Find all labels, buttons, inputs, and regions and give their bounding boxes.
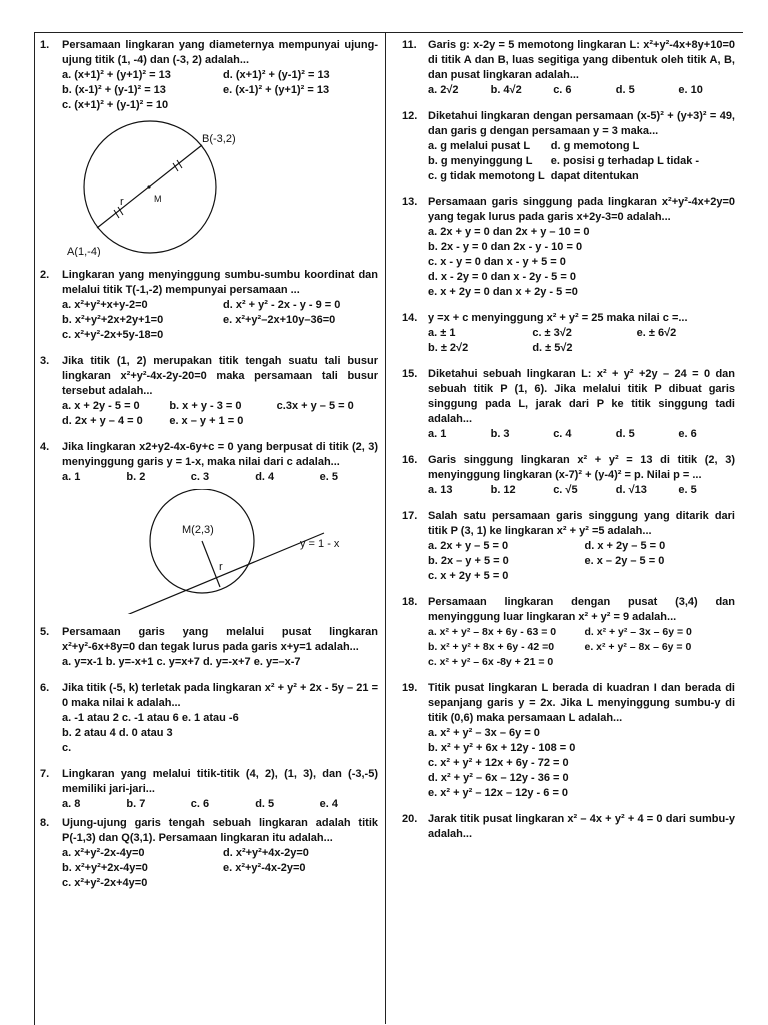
- option-b[interactable]: b. g menyinggung L: [428, 155, 533, 167]
- option-a[interactable]: a. 1: [62, 471, 81, 483]
- option-a[interactable]: a. ± 1: [428, 327, 456, 339]
- option-row-2[interactable]: b. 2 atau 4 d. 0 atau 3: [62, 727, 173, 739]
- question-8: 8. Ujung-ujung garis tengah sebuah lingkaran adalah titik P(-1,3) dan Q(3,1). Persamaan lingkaran itu adalah... a. x²+y²-2x-4y=0 d. x²+y²+4x-2y=0 b. x²+y²+2x-4y=0 e. x²+y²-4x-2y=0 c. x²+y²-2x+4y=0: [40, 817, 378, 889]
- option-b[interactable]: b. x²+y²+2x+2y+1=0: [62, 314, 164, 326]
- option-b[interactable]: b. 12: [490, 484, 516, 496]
- options: [62, 399, 378, 429]
- question-17: 17. Salah satu persamaan garis singgung yang ditarik dari titik P (3, 1) ke lingkaran x² + y² =5 adalah... a. 2x + y – 5 = 0 d. x + 2y – 5 = 0 b. 2x – y + 5 = 0 e. x – 2y – 5 = 0 c. x + 2y + 5 = 0: [402, 510, 735, 582]
- option-c[interactable]: c. g tidak memotong L: [428, 170, 545, 182]
- option-e[interactable]: e. (x-1)² + (y+1)² = 13: [223, 84, 330, 96]
- option-d[interactable]: d. 4: [255, 471, 275, 483]
- option-d[interactable]: d. x - 2y = 0 dan x - 2y - 5 = 0: [428, 271, 576, 283]
- question-16: 16. Garis singgung lingkaran x² + y² = 13 di titik (2, 3) menyinggung lingkaran (x-7)² + (y-4)² = p. Nilai p = ... a. 13 b. 12 c. √5 d. √13 e. 5: [402, 454, 735, 496]
- option-e[interactable]: e. 5: [319, 471, 338, 483]
- option-e[interactable]: e. x² + y² – 8x – 6y = 0: [584, 641, 692, 653]
- option-c[interactable]: c. x² + y² + 12x + 6y - 72 = 0: [428, 757, 569, 769]
- question-2: 2. Lingkaran yang menyinggung sumbu-sumbu koordinat dan melalui titik T(-1,-2) mempunyai persamaan ... a. x²+y²+x+y-2=0 d. x² + y² - 2x - y - 9 = 0 b. x²+y²+2x+2y+1=0 e. x²+y²–2x+10y–36=0 c. x²+y²-2x+5y-18=0: [40, 269, 378, 341]
- question-5: 5. Persamaan garis yang melalui pusat lingkaran x²+y²-6x+8y=0 dan tegak lurus pada garis x+y=1 adalah... a. y=x-1 b. y=-x+1 c. y=x+7 d. y=-x+7 e. y=–x-7: [40, 626, 378, 668]
- option-c[interactable]: c. x - y = 0 dan x - y + 5 = 0: [428, 256, 566, 268]
- option-row-3[interactable]: c.: [62, 742, 72, 754]
- option-b[interactable]: b. x² + y² + 6x + 12y - 108 = 0: [428, 742, 576, 754]
- options: [428, 83, 735, 98]
- option-b[interactable]: b. 3: [490, 428, 510, 440]
- option-a[interactable]: a. x² + y² – 3x – 6y = 0: [428, 727, 540, 739]
- option-e[interactable]: e. ± 6√2: [636, 327, 677, 339]
- option-c[interactable]: c. x² + y² – 6x -8y + 21 = 0: [428, 656, 554, 668]
- label-r: r: [120, 196, 124, 208]
- option-a[interactable]: a. 8: [62, 798, 81, 810]
- option-d[interactable]: d. x²+y²+4x-2y=0: [223, 847, 309, 859]
- option-d[interactable]: d. 5: [615, 84, 635, 96]
- option-e[interactable]: e. x + 2y = 0 dan x + 2y - 5 =0: [428, 286, 578, 298]
- column-divider: [385, 32, 386, 1024]
- option-d[interactable]: d. ± 5√2: [532, 342, 573, 354]
- option-b[interactable]: b. ± 2√2: [428, 342, 469, 354]
- question-19: 19. Titik pusat lingkaran L berada di kuadran I dan berada di sepanjang garis y = 2x. Jika L menyinggung sumbu-y di titik (0,6) maka persamaan L adalah... a. x² + y² – 3x – 6y = 0 b. x² + y² + 6x + 12y - 108 = 0 c. x² + y² + 12x + 6y - 72 = 0 d. x² + y² – 6x – 12y - 36 = 0 e. x² + y² – 12x – 12y - 6 = 0: [402, 682, 735, 799]
- options: [428, 326, 735, 356]
- option-a[interactable]: a. 1: [428, 428, 447, 440]
- label-a: A(1,-4): [67, 246, 101, 257]
- question-4: 4. Jika lingkaran x2+y2-4x-6y+c = 0 yang berpusat di titik (2, 3) menyinggung garis y = 1-x, maka nilai dari c adalah... a. 1 b. 2 c. 3 d. 4 e. 5 M(2,3) r y = 1 - x: [40, 440, 378, 614]
- option-d[interactable]: d. g memotong L: [550, 140, 640, 152]
- right-column: [402, 38, 735, 853]
- option-e[interactable]: e. x²+y²-4x-2y=0: [223, 862, 306, 874]
- left-column: [40, 38, 378, 902]
- option-b[interactable]: b. 2: [126, 471, 146, 483]
- option-e[interactable]: e. 5: [678, 484, 697, 496]
- option-row-1[interactable]: a. -1 atau 2 c. -1 atau 6 e. 1 atau -6: [62, 712, 239, 724]
- option-a[interactable]: a. g melalui pusat L: [428, 140, 531, 152]
- question-6: 6. Jika titik (-5, k) terletak pada lingkaran x² + y² + 2x - 5y – 21 = 0 maka nilai k adalah... a. -1 atau 2 c. -1 atau 6 e. 1 atau -6 b. 2 atau 4 d. 0 atau 3 c.: [40, 682, 378, 754]
- center-dot: [147, 185, 150, 188]
- option-a[interactable]: a. 2√2: [428, 84, 459, 96]
- options: [62, 711, 378, 756]
- options: [428, 625, 735, 670]
- option-d[interactable]: d. x² + y² – 6x – 12y - 36 = 0: [428, 772, 569, 784]
- label-b: B(-3,2): [202, 133, 236, 145]
- options-inline[interactable]: a. y=x-1 b. y=-x+1 c. y=x+7 d. y=-x+7 e. y=–x-7: [62, 656, 301, 668]
- label-line: y = 1 - x: [300, 538, 340, 550]
- option-d[interactable]: d. 5: [255, 798, 275, 810]
- option-d[interactable]: d. 5: [615, 428, 635, 440]
- options: [428, 539, 735, 584]
- label-m: M: [154, 194, 162, 204]
- options: [428, 427, 735, 442]
- question-13: 13. Persamaan garis singgung pada lingkaran x²+y²-4x+2y=0 yang tegak lurus pada garis x+2y-3=0 adalah... a. 2x + y = 0 dan 2x + y – 10 = 0 b. 2x - y = 0 dan 2x - y - 10 = 0 c. x - y = 0 dan x - y + 5 = 0 d. x - 2y = 0 dan x - 2y - 5 = 0 e. x + 2y = 0 dan x + 2y - 5 =0: [402, 196, 735, 298]
- options: [62, 655, 378, 670]
- option-c[interactable]: c. ± 3√2: [532, 327, 572, 339]
- option-b[interactable]: b. 7: [126, 798, 146, 810]
- option-c[interactable]: c. (x+1)² + (y-1)² = 10: [62, 99, 169, 111]
- question-15: 15. Diketahui sebuah lingkaran L: x² + y² +2y – 24 = 0 dan sebuah titik P (1, 6). Jika melalui titik P dibuat garis singgung pada L, jarak dari P ke titik singgung tadi adalah... a. 1 b. 3 c. 4 d. 5 e. 6: [402, 368, 735, 440]
- option-a[interactable]: a. x² + y² – 8x + 6y - 63 = 0: [428, 626, 557, 638]
- option-c[interactable]: c. 3: [190, 471, 210, 483]
- options: [62, 846, 378, 891]
- option-d[interactable]: d. x + 2y – 5 = 0: [584, 540, 666, 552]
- options: [428, 726, 735, 801]
- options: [62, 68, 378, 113]
- option-c[interactable]: c. √5: [553, 484, 578, 496]
- option-empty: [637, 341, 735, 356]
- question-1: 1. Persamaan lingkaran yang diameternya mempunyai ujung-ujung titik (1, -4) dan (-3, 2) adalah... a. (x+1)² + (y+1)² = 13 d. (x+1)² + (y-1)² = 13 b. (x-1)² + (y-1)² = 13 e. (x-1)² + (y+1)² = 13 c. (x+1)² + (y-1)² = 10 B(-3,2) A(1,-4) M r: [40, 39, 378, 257]
- question-18: 18. Persamaan lingkaran dengan pusat (3,4) dan menyinggung luar lingkaran x² + y² = 9 adalah... a. x² + y² – 8x + 6y - 63 = 0 d. x² + y² – 3x – 6y = 0 b. x² + y² + 8x + 6y - 42 =0 e. x² + y² – 8x – 6y = 0 c. x² + y² – 6x -8y + 21 = 0: [402, 596, 735, 668]
- option-e[interactable]: e. x² + y² – 12x – 12y - 6 = 0: [428, 787, 569, 799]
- option-e[interactable]: e. x²+y²–2x+10y–36=0: [223, 314, 336, 326]
- option-d[interactable]: d. x² + y² - 2x - y - 9 = 0: [223, 299, 341, 311]
- option-e[interactable]: e. 4: [319, 798, 338, 810]
- option-b[interactable]: b. x²+y²+2x-4y=0: [62, 862, 148, 874]
- question-7: 7. Lingkaran yang melalui titik-titik (4, 2), (1, 3), dan (-3,-5) memiliki jari-jari... a. 8 b. 7 c. 6 d. 5 e. 4: [40, 768, 378, 810]
- option-b[interactable]: b. 2x – y + 5 = 0: [428, 555, 509, 567]
- question-20: 20. Jarak titik pusat lingkaran x² – 4x + y² + 4 = 0 dari sumbu-y adalah...: [402, 813, 735, 840]
- option-a[interactable]: a. (x+1)² + (y+1)² = 13: [62, 69, 171, 81]
- option-a[interactable]: a. 2x + y – 5 = 0: [428, 540, 509, 552]
- label-center: M(2,3): [182, 524, 214, 536]
- circle-figure-2: [62, 489, 362, 614]
- option-d[interactable]: d. 2x + y – 4 = 0: [62, 415, 143, 427]
- question-12: 12. Diketahui lingkaran dengan persamaan (x-5)² + (y+3)² = 49, dan garis g dengan persamaan y = 3 maka... a. g melalui pusat L d. g memotong L b. g menyinggung L e. posisi g terhadap L tidak - c. g tidak memotong L dapat ditentukan: [402, 110, 735, 182]
- option-a[interactable]: a. x²+y²+x+y-2=0: [62, 299, 148, 311]
- question-3: 3. Jika titik (1, 2) merupakan titik tengah suatu tali busur lingkaran x²+y²-4x-2y-20=0 maka persamaan tali busur tersebut adalah... a. x + 2y - 5 = 0 b. x + y - 3 = 0 c.3x + y – 5 = 0 d. 2x + y – 4 = 0 e. x – y + 1 = 0: [40, 355, 378, 427]
- option-e[interactable]: e. 6: [678, 428, 697, 440]
- option-e[interactable]: e. 10: [678, 84, 703, 96]
- tangent-line: [122, 533, 324, 614]
- option-b[interactable]: b. 2x - y = 0 dan 2x - y - 10 = 0: [428, 241, 583, 253]
- options: [62, 470, 378, 485]
- option-b[interactable]: b. x² + y² + 8x + 6y - 42 =0: [428, 641, 555, 653]
- option-d[interactable]: d. √13: [615, 484, 647, 496]
- question-14: 14. y =x + c menyinggung x² + y² = 25 maka nilai c =... a. ± 1 c. ± 3√2 e. ± 6√2 b. ± 2√2 d. ± 5√2: [402, 311, 735, 356]
- question-11: 11. Garis g: x-2y = 5 memotong lingkaran L: x²+y²-4x+8y+10=0 di titik A dan B, luas segitiga yang dibentuk oleh titik A, B, dan pusat lingkaran adalah... a. 2√2 b. 4√2 c. 6 d. 5 e. 10: [402, 39, 735, 96]
- options: [428, 225, 735, 300]
- options: [62, 797, 378, 812]
- label-r: r: [219, 561, 223, 573]
- option-a[interactable]: a. x²+y²-2x-4y=0: [62, 847, 145, 859]
- option-d[interactable]: d. (x+1)² + (y-1)² = 13: [223, 69, 330, 81]
- options: [62, 298, 378, 343]
- option-e[interactable]: e. x – 2y – 5 = 0: [584, 555, 665, 567]
- options: [428, 139, 735, 184]
- option-c[interactable]: c. 4: [553, 428, 572, 440]
- option-b[interactable]: b. (x-1)² + (y-1)² = 13: [62, 84, 166, 96]
- option-d[interactable]: d. x² + y² – 3x – 6y = 0: [584, 626, 692, 638]
- option-e[interactable]: e. x – y + 1 = 0: [169, 415, 244, 427]
- option-c[interactable]: c.3x + y – 5 = 0: [276, 400, 354, 412]
- circle-figure-1: [62, 117, 292, 257]
- option-a[interactable]: a. 13: [428, 484, 453, 496]
- option-c[interactable]: c. x²+y²-2x+5y-18=0: [62, 329, 164, 341]
- options: [428, 483, 735, 498]
- option-a[interactable]: a. 2x + y = 0 dan 2x + y – 10 = 0: [428, 226, 590, 238]
- option-c[interactable]: c. 6: [553, 84, 572, 96]
- option-e[interactable]: e. posisi g terhadap L tidak -: [550, 155, 700, 167]
- option-e-cont: dapat ditentukan: [550, 170, 639, 182]
- option-c[interactable]: c. x + 2y + 5 = 0: [428, 570, 509, 582]
- option-b[interactable]: b. x + y - 3 = 0: [169, 400, 242, 412]
- option-c[interactable]: c. 6: [190, 798, 210, 810]
- option-a[interactable]: a. x + 2y - 5 = 0: [62, 400, 140, 412]
- option-b[interactable]: b. 4√2: [490, 84, 522, 96]
- option-c[interactable]: c. x²+y²-2x+4y=0: [62, 877, 148, 889]
